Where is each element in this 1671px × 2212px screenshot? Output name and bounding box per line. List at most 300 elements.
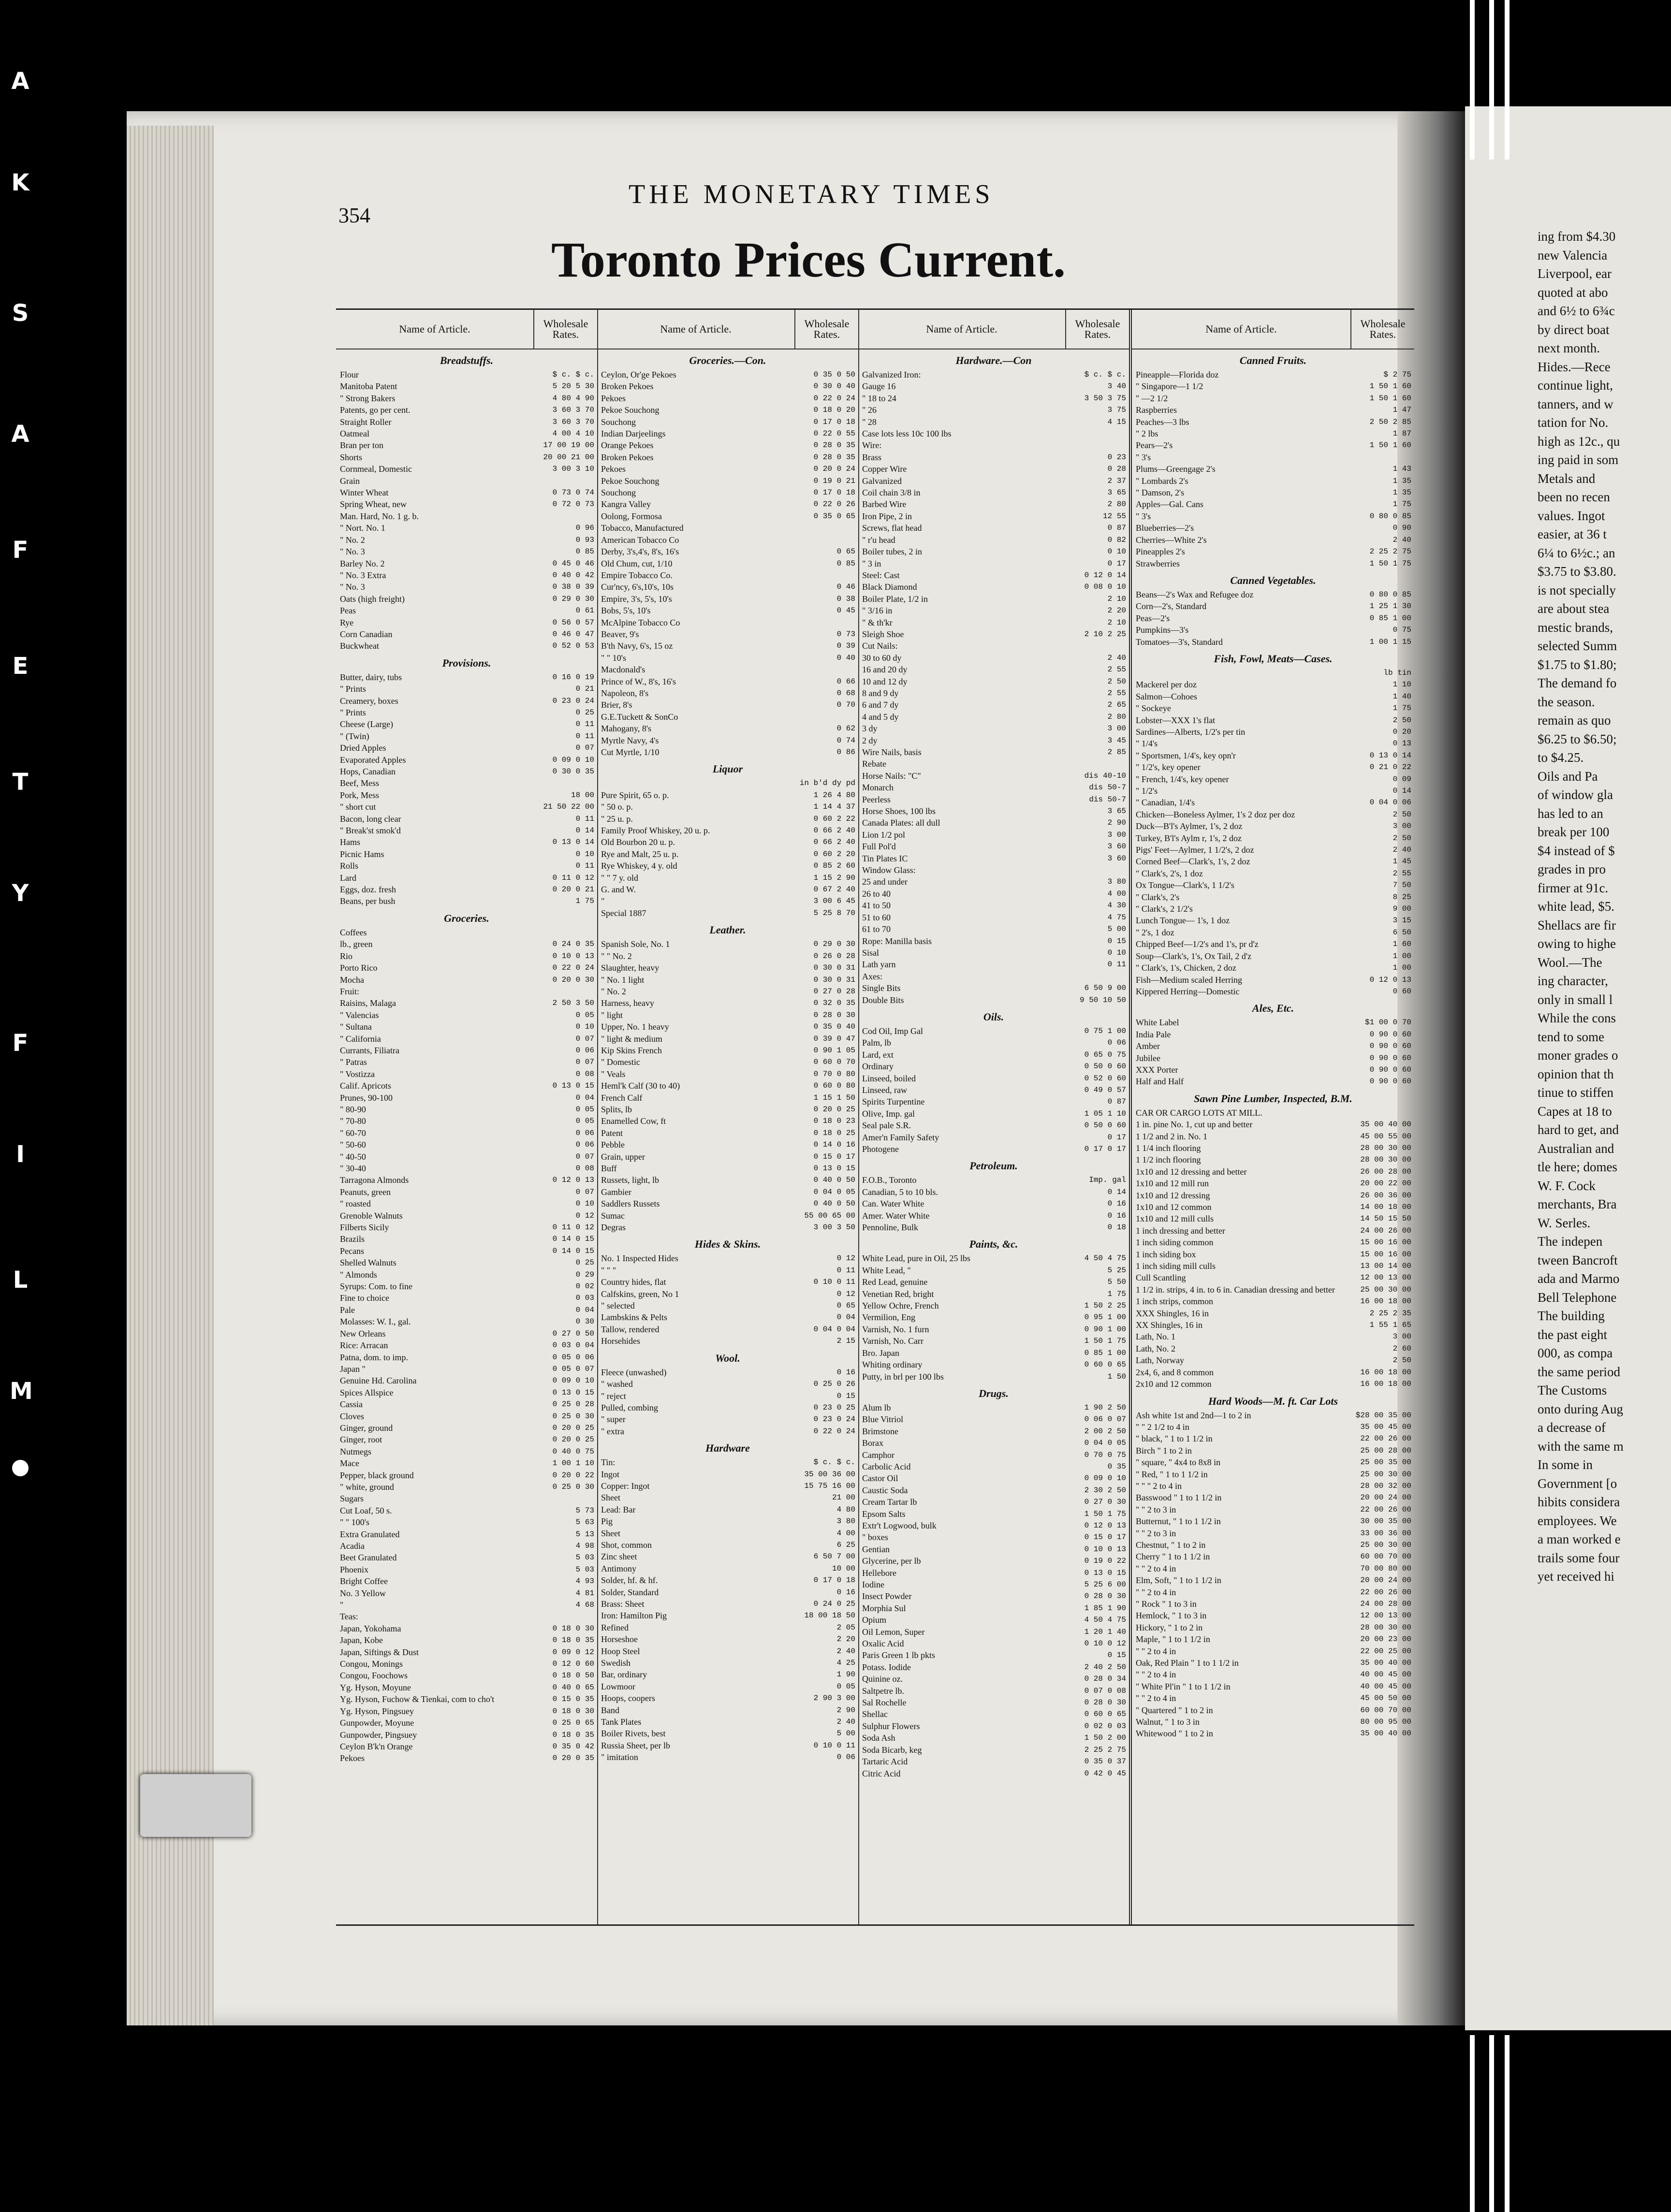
price-row [858,1073,1129,1084]
price-row [336,1068,597,1080]
article-name: White Lead, " [862,1265,911,1275]
wholesale-rate: 15 00 16 00 [1360,1238,1411,1247]
price-row [1132,1166,1414,1178]
price-row [597,439,858,451]
wholesale-rate: 0 17 [1107,1133,1126,1142]
article-name: Tallow, rendered [601,1324,660,1334]
article-line: next month. [1538,341,1600,355]
wholesale-rate: 3 65 [1107,488,1126,497]
price-row [597,475,858,487]
wholesale-rate: 0 27 0 28 [813,987,855,996]
price-row [858,605,1129,616]
section-heading: Liquor [712,763,743,775]
wholesale-rate: 0 15 0 35 [552,1695,594,1704]
article-name: Degras [601,1222,626,1233]
article-name: " r'u head [862,535,895,545]
article-name: Rye Whiskey, 4 y. old [601,861,677,871]
wholesale-rate: 3 60 [1107,842,1126,851]
article-name: Cloves [340,1411,365,1421]
price-row [858,1638,1129,1649]
price-row [336,1174,597,1186]
price-row [1132,624,1414,636]
wholesale-rate: 0 15 0 17 [813,1152,855,1161]
price-row [1132,1131,1414,1142]
price-row [858,841,1129,852]
price-row [858,498,1129,510]
price-row [597,777,858,789]
price-row [336,1009,597,1021]
article-name: Hoops, coopers [601,1693,655,1703]
price-row [597,1622,858,1633]
wholesale-rate: 0 11 0 12 [552,873,594,882]
article-name: " " 100's [340,1517,369,1528]
price-row [1132,1716,1414,1728]
section-heading: Drugs. [979,1387,1009,1399]
article-name: Double Bits [862,995,904,1005]
price-row [1132,1610,1414,1621]
price-row [1132,428,1414,439]
column-header [858,310,1129,349]
price-row [858,1520,1129,1531]
price-row [336,1658,597,1670]
wholesale-rate: 0 18 [1107,1223,1126,1232]
article-name: Harness, heavy [601,998,654,1008]
price-row [336,1352,597,1363]
wholesale-rate: 0 11 [575,814,594,823]
article-name: Butternut, " 1 to 1 1/2 in [1136,1516,1221,1527]
article-name: 1 inch strips, common [1136,1296,1213,1307]
price-row [858,1590,1129,1602]
wholesale-rate: 0 74 [836,736,855,745]
wholesale-rate: 1 50 2 25 [1084,1301,1126,1310]
price-row [1132,809,1414,820]
wholesale-rate: 2 90 [836,1705,855,1715]
price-row [597,664,858,675]
price-row [1132,1421,1414,1433]
price-row [1132,1692,1414,1704]
article-name: Zinc sheet [601,1552,637,1562]
price-row [597,1669,858,1680]
wholesale-rate: 1 50 1 75 [1084,1509,1126,1518]
price-row [1132,844,1414,856]
article-name: Mahogany, 8's [601,724,652,734]
article-name: 10 and 12 dy [862,676,908,686]
price-row [597,1324,858,1335]
article-name: Amber [1136,1041,1160,1051]
article-name: " " 7 y. old [601,873,639,883]
wholesale-rate: 0 05 [575,1117,594,1126]
wholesale-rate: 1 00 1 10 [552,1459,594,1468]
wholesale-rate: 0 12 0 13 [1084,1521,1126,1530]
price-row [597,628,858,640]
price-row [336,707,597,718]
wholesale-rate: 1 50 2 00 [1084,1733,1126,1743]
article-name: " Vostizza [340,1069,375,1079]
article-name: Mocha [340,975,364,985]
price-row [336,1729,597,1741]
article-name: Quinine oz. [862,1674,903,1684]
price-row [336,1021,597,1033]
price-row [858,534,1129,546]
price-row [336,1281,597,1292]
price-row [336,1375,597,1386]
price-row [858,1756,1129,1767]
article-line: by direct boat [1538,322,1610,337]
wholesale-rate: 0 66 2 40 [813,838,855,847]
wholesale-rate: 2 50 [1107,677,1126,686]
price-row [597,546,858,557]
article-name: Special 1887 [601,908,646,918]
price-row [1132,589,1414,600]
price-row [336,1411,597,1422]
article-name: " Domestic [601,1057,640,1067]
wholesale-rate: 0 05 0 07 [552,1364,594,1373]
article-name: American Tobacco Co [601,535,679,545]
price-row [1132,1319,1414,1331]
page-edges [127,126,214,2025]
article-name: Pulled, combing [601,1402,658,1412]
article-name: Barley No. 2 [340,558,385,568]
price-row [597,1311,858,1323]
section-heading: Ales, Etc. [1252,1002,1294,1015]
film-strip-letter: M [10,1378,33,1405]
film-strip-letter: F [12,1030,29,1057]
wholesale-rate: 1 75 [1392,704,1411,713]
article-name: Lath, Norway [1136,1355,1184,1366]
wholesale-rate: 0 03 [575,1294,594,1303]
price-row [336,1233,597,1245]
wholesale-rate: 0 17 0 18 [813,488,855,497]
price-row [597,1151,858,1163]
article-name: " 60-70 [340,1128,366,1138]
article-name: Steel: Cast [862,570,900,580]
wholesale-rate: 2 30 2 50 [1084,1485,1126,1495]
article-name: " extra [601,1426,624,1436]
price-row [336,895,597,907]
wholesale-rate: 0 18 0 20 [813,406,855,415]
article-name: Duck—B'l's Aylmer, 1's, 2 doz [1136,821,1243,831]
wholesale-rate: 4 81 [575,1588,594,1598]
price-row [858,1472,1129,1484]
wholesale-rate: 25 00 30 00 [1360,1540,1411,1549]
article-name: Boiler Rivets, best [601,1729,666,1739]
price-row [858,1371,1129,1382]
price-row [1132,1480,1414,1492]
price-row [858,746,1129,758]
article-name: Brazils [340,1234,365,1244]
article-name: " " 2 to 3 in [1136,1504,1176,1514]
wholesale-rate: 14 50 15 50 [1360,1214,1411,1223]
article-name: Pekoes [601,464,626,474]
article-name: 16 and 20 dy [862,665,908,675]
article-name: Lambskins & Pelts [601,1312,668,1323]
price-row [336,1304,597,1316]
wholesale-rate: 0 07 [575,1187,594,1196]
article-name: " No. 3 [340,582,365,592]
article-line: mestic brands, [1538,620,1613,635]
article-name: Glycerine, per lb [862,1556,921,1566]
wholesale-rate: 5 00 [836,1729,855,1738]
article-name: Shelled Walnuts [340,1258,396,1268]
wholesale-rate: 0 06 [1107,1038,1126,1048]
column-header [336,310,597,349]
article-name: " boxes [862,1532,888,1543]
article-name: Wire Nails, basis [862,747,922,757]
price-row [858,994,1129,1006]
wholesale-rate: 1 50 1 60 [1369,393,1411,403]
wholesale-rate: 4 80 [836,1505,855,1514]
article-name: Yg. Hyson, Pingsuey [340,1706,414,1716]
article-name: Empire, 3's, 5's, 10's [601,594,672,604]
wholesale-rate: 45 00 55 00 [1360,1132,1411,1141]
price-row [1132,636,1414,648]
price-row [336,1398,597,1410]
price-row [858,1174,1129,1186]
article-line: Wool.—The [1538,955,1602,970]
wholesale-rate: 0 17 [1107,559,1126,568]
article-name: Lobster—XXX 1's flat [1136,715,1216,725]
wholesale-rate: 0 72 0 73 [552,500,594,509]
price-row [858,1210,1129,1222]
price-row [336,1339,597,1351]
wholesale-rate [1063,439,1129,451]
price-row [336,1717,597,1729]
price-row [1132,1433,1414,1444]
wholesale-rate: 4 25 [836,1659,855,1668]
price-row [597,699,858,711]
article-line: Hides.—Rece [1538,359,1611,374]
wholesale-rate: 3 60 3 70 [552,406,594,415]
article-name: Broken Pekoes [601,381,654,392]
wholesale-rate [531,777,597,789]
price-row [858,982,1129,994]
wholesale-rate: 9 00 [1392,904,1411,914]
price-row [597,1528,858,1539]
section-heading: Canned Fruits. [1239,354,1307,366]
wholesale-rate: 0 13 0 14 [1369,751,1411,760]
wholesale-rate: 0 10 [575,1199,594,1208]
article-line: tend to some [1538,1029,1604,1044]
article-name: Band [601,1705,619,1715]
wholesale-rate: 0 20 [1392,727,1411,736]
article-name: Rebate [862,759,886,769]
price-row [1132,761,1414,773]
wholesale-rate: 0 29 [575,1270,594,1279]
price-row [858,475,1129,487]
wholesale-rate: 4 50 4 75 [1084,1615,1126,1625]
price-row [336,546,597,557]
price-row [1132,612,1414,624]
price-row [1132,1551,1414,1562]
price-row [597,1276,858,1288]
price-row [858,829,1129,841]
price-row [336,1363,597,1375]
article-line: been no recen [1538,490,1610,504]
price-row [858,864,1129,876]
article-name [597,777,792,789]
film-edge-bar [1489,0,1494,160]
price-row [1132,903,1414,915]
wholesale-rate: 0 03 0 04 [552,1341,594,1350]
price-row [336,510,597,522]
article-line: The building [1538,1309,1605,1323]
article-name: White Label [1136,1018,1179,1028]
article-name: Patent [601,1128,623,1138]
price-row [1132,986,1414,997]
right-page-article [1538,227,1671,1586]
price-row [1132,797,1414,808]
article-name: Syrups: Com. to fine [340,1281,413,1292]
article-line: continue light, [1538,378,1613,393]
wholesale-rate [1063,864,1129,876]
wholesale-rate: 0 12 0 60 [552,1659,594,1669]
wholesale-rate: 0 85 [575,547,594,556]
wholesale-rate: 0 04 0 04 [813,1324,855,1334]
article-line: of window gla [1538,787,1613,802]
wholesale-rate: 0 20 0 24 [813,465,855,474]
price-row [597,1657,858,1669]
article-line: hard to get, and [1538,1122,1619,1137]
wholesale-rate: 0 14 0 15 [552,1246,594,1255]
price-row [858,380,1129,392]
article-name: 25 and under [862,877,908,887]
price-row [336,593,597,605]
price-row [597,1092,858,1104]
article-name: " 3/16 in [862,606,893,616]
price-row [858,664,1129,675]
price-row [336,813,597,825]
price-row [597,1681,858,1692]
wholesale-rate: 0 20 0 25 [813,1105,855,1114]
price-row [858,1143,1129,1155]
wholesale-rate: 35 00 45 00 [1360,1422,1411,1431]
wholesale-rate: 55 00 65 00 [804,1211,855,1220]
price-row [1132,1064,1414,1076]
article-name: Country hides, flat [601,1277,666,1287]
article-name: Upper, No. 1 heavy [601,1022,669,1032]
article-name: Congou, Foochows [340,1671,408,1681]
price-row [858,451,1129,463]
article-line: yet received hi [1538,1569,1614,1584]
article-name: Varnish, No. 1 furn [862,1324,929,1334]
article-name: Molasses: W. I., gal. [340,1317,411,1327]
price-row [858,758,1129,770]
price-row [1132,558,1414,569]
wholesale-rate: 20 00 21 00 [543,452,594,462]
wholesale-rate: 0 04 0 05 [813,1187,855,1196]
price-row [336,848,597,860]
price-row [1132,1076,1414,1087]
article-name: Lath yarn [862,960,896,970]
price-column-2 [597,310,859,1924]
article-name: Rolls [340,861,359,871]
price-row [597,1115,858,1127]
price-row [597,1068,858,1080]
price-row [597,872,858,884]
article-name: Japan, Yokohama [340,1623,401,1633]
article-name: Tarragona Almonds [340,1175,409,1185]
article-name: Brass: Sheet [601,1599,645,1609]
wholesale-rate: 1 40 [1392,692,1411,701]
article-name: Ingot [601,1469,619,1479]
article-name: Lowmoor [601,1681,635,1691]
wholesale-rate: 18 00 [571,790,594,800]
price-row [336,1269,597,1281]
price-row [336,1422,597,1434]
article-name: Yg. Hyson, Moyune [340,1682,411,1692]
price-row [1132,1645,1414,1657]
article-name: Phoenix [340,1564,369,1574]
price-row [336,1587,597,1599]
wholesale-rate: 35 00 40 00 [1360,1659,1411,1668]
wholesale-rate: 1 10 [1392,680,1411,689]
price-row [597,1104,858,1115]
wholesale-rate: 1 26 4 80 [813,790,855,800]
wholesale-rate: 0 14 0 15 [552,1235,594,1244]
price-row [858,1300,1129,1311]
price-row [336,1693,597,1705]
price-row [1132,1237,1414,1248]
wholesale-rate: 2 40 [836,1717,855,1727]
article-name: Chestnut, " 1 to 2 in [1136,1540,1206,1550]
article-name: Fish—Medium scaled Herring [1136,975,1242,985]
article-name: Tobacco, Manufactured [601,523,684,533]
wholesale-rate: 0 25 0 30 [552,1482,594,1491]
article-name: Birch " 1 to 2 in [1136,1445,1192,1455]
price-row [858,876,1129,888]
page-title: Toronto Prices Current. [551,232,1066,288]
article-name: Saddlers Russets [601,1199,660,1209]
wholesale-rate: 0 65 0 75 [1084,1050,1126,1059]
wholesale-rate: 70 00 80 00 [1360,1564,1411,1573]
article-name: " Red, " 1 to 1 1/2 in [1136,1469,1208,1479]
article-name: Beaver, 9's [601,629,639,639]
wholesale-rate: 4 98 [575,1542,594,1550]
article-name: XXX Shingles, 16 in [1136,1308,1209,1318]
price-row [1132,1728,1414,1739]
article-name: Boiler Plate, 1/2 in [862,594,928,604]
price-row [597,1045,858,1056]
article-name: Cherry " 1 to 1 1/2 in [1136,1552,1210,1562]
wholesale-rate: 0 28 0 35 [813,441,855,450]
price-row [336,997,597,1009]
article-name: Pebble [601,1140,625,1150]
wholesale-rate: 0 30 [575,1317,594,1326]
price-row [597,1033,858,1045]
article-line: moner grades o [1538,1048,1618,1062]
wholesale-rate: 40 00 45 00 [1360,1682,1411,1691]
price-row [336,884,597,895]
wholesale-rate [531,927,597,938]
article-name: Orange Pekoes [601,440,654,451]
wholesale-rate: 21 50 22 00 [543,802,594,812]
article-name: 6 and 7 dy [862,700,899,710]
article-name: 1 inch siding box [1136,1249,1196,1259]
wholesale-rate: 1 90 2 50 [1084,1403,1126,1412]
article-name: " California [340,1033,381,1044]
price-row [597,1574,858,1586]
article-name: Creamery, boxes [340,696,398,706]
wholesale-rate: 5 00 [1107,925,1126,934]
article-name: Pure Spirit, 65 o. p. [601,790,669,800]
article-name: Palm, lb [862,1038,892,1048]
article-name: Teas: [340,1612,358,1622]
article-name: 26 to 40 [862,888,891,899]
article-name: Blueberries—2's [1136,523,1194,533]
wholesale-rates-header: Wholesale Rates. [1065,310,1129,349]
wholesale-rate: 1 85 1 90 [1084,1603,1126,1613]
price-row [597,1716,858,1728]
